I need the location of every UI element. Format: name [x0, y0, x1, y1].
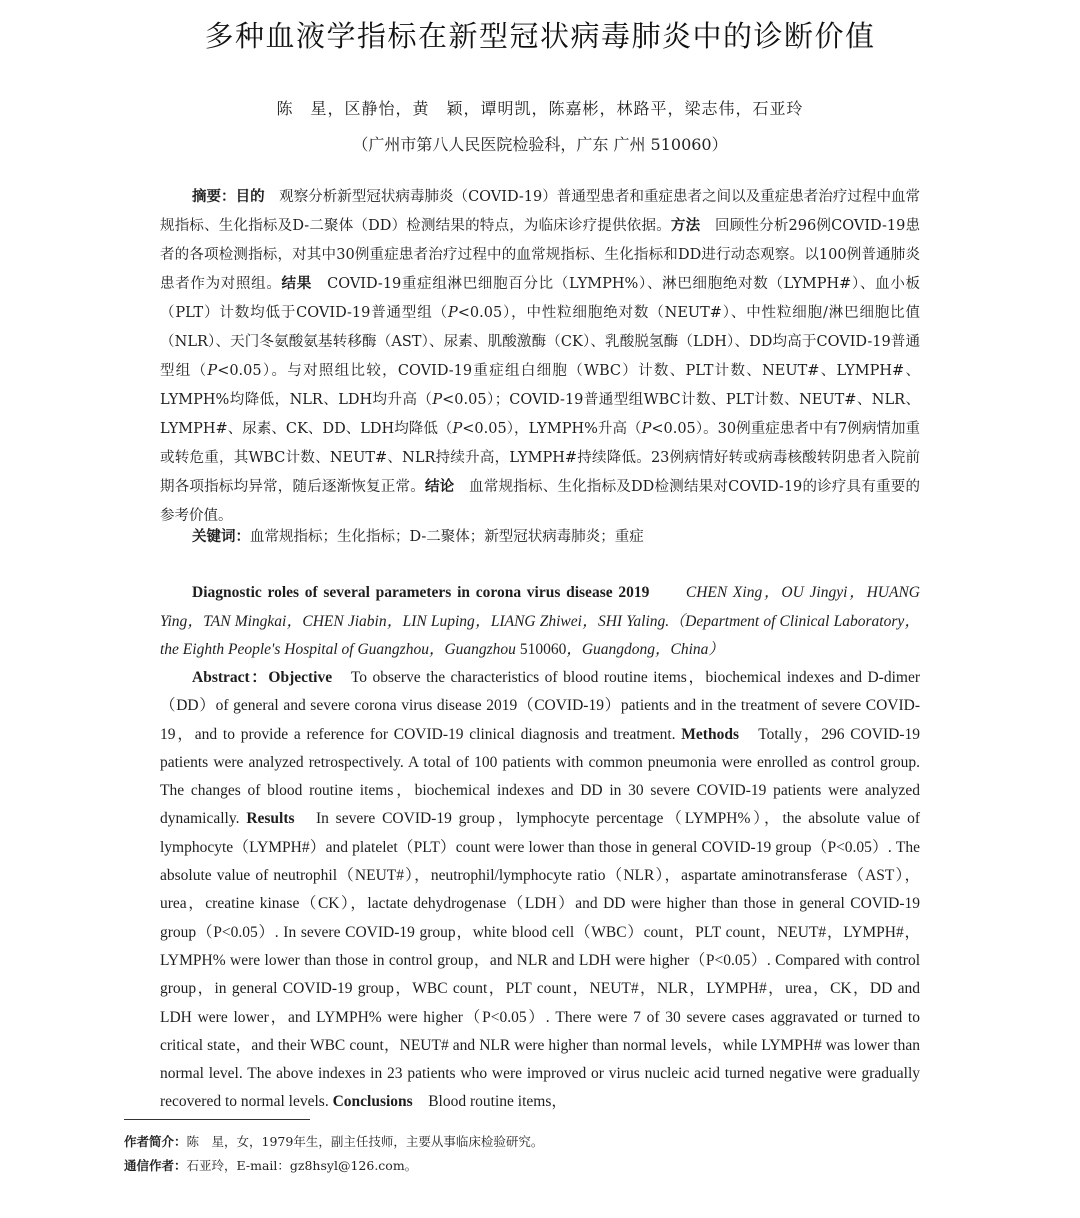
p-value-symbol: P: [452, 421, 463, 437]
conclusion-text: 血常规指标、生化指标及DD检测结果对COVID-19的诊疗具有重要的参考价值。: [160, 479, 921, 524]
methods-label: 方法: [670, 218, 701, 234]
en-conclusions-label: Conclusions: [332, 1093, 413, 1111]
purpose-label: 目的: [235, 189, 265, 205]
objective-text: To observe the characteristics of blood routine items，biochemical indexes and D-dimer（DD）of general and severe corona virus disease 2019（COVID-19）patients and in the treatment of severe COVID-19，and to provide a reference for COVID-19 clinical diagnosis and treatment.: [160, 669, 920, 743]
p-value-symbol: P: [207, 363, 218, 379]
keywords-text: 血常规指标；生化指标；D-二聚体；新型冠状病毒肺炎；重症: [250, 529, 644, 545]
conclusion-label: 结论: [424, 479, 455, 495]
results-label: 结果: [281, 276, 312, 292]
p-value-symbol: P: [447, 305, 458, 321]
purpose-text: 观察分析新型冠状病毒肺炎（COVID-19）普通型患者和重症患者之间以及重症患者治疗过程中血常规指标、生化指标及D-二聚体（DD）检测结果的特点，为临床诊疗提供依据。: [160, 189, 921, 234]
results-text-1: COVID-19重症组淋巴细胞百分比（LYMPH%）、淋巴细胞绝对数（LYMPH#）、血小板（PLT）计数均低于COVID-19普通型组（: [160, 276, 921, 321]
english-affiliation-end: ，Guangdong，China）: [566, 641, 724, 658]
en-results-label: Results: [246, 810, 295, 828]
keywords: [160, 523, 920, 552]
corresponding-label: 通信作者：: [124, 1158, 187, 1173]
english-title: Diagnostic roles of several parameters in corona virus disease 2019: [192, 584, 650, 601]
chinese-abstract: [160, 183, 920, 531]
paper-title: 多种血液学指标在新型冠状病毒肺炎中的诊断价值: [204, 19, 876, 53]
english-header: [160, 579, 920, 665]
english-affiliation: （Department of Clinical Laboratory，the Eighth People's Hospital of Guangzhou，Guangzhou: [160, 612, 920, 658]
en-methods-label: Methods: [681, 725, 739, 743]
en-abstract-label: Abstract：: [192, 669, 269, 686]
footnote-divider: [124, 1119, 310, 1120]
en-methods-text: Totally，296 COVID-19 patients were analyzed retrospectively. A total of 100 patients with common pneumonia were enrolled as control group. The changes of blood routine items，biochemical indexes and DD in 30 severe COVID-19 patients were analyzed dynamically.: [160, 725, 920, 828]
abstract-label: 摘要：: [192, 189, 236, 205]
affiliation: （广州市第八人民医院检验科，广东 广州 510060）: [352, 135, 728, 154]
english-abstract: [160, 664, 920, 1117]
author-list: 陈 星，区静怡，黄 颖，谭明凯，陈嘉彬，林路平，梁志伟，石亚玲: [276, 99, 804, 118]
author-footnote: [124, 1132, 944, 1150]
results-text-3: <0.05）。与对照组比较，COVID-19重症组白细胞（WBC）计数、PLT计数、NEUT#、LYMPH#、LYMPH%均降低，NLR、LDH均升高（: [160, 363, 920, 408]
results-text-6: <0.05）。30例重症患者中有7例病情加重或转危重，其WBC计数、NEUT#、NLR持续升高，LYMPH#持续降低。23例病情好转或病毒核酸转阴患者入院前期各项指标均异常，随后逐渐恢复正常。: [160, 421, 921, 495]
p-value-symbol: P: [641, 421, 652, 437]
methods-text: 回顾性分析296例COVID-19患者的各项检测指标，对其中30例重症患者治疗过程中的血常规指标、生化指标和DD进行动态观察。以100例普通肺炎患者作为对照组。: [160, 218, 920, 292]
keywords-label: 关键词：: [192, 529, 250, 545]
objective-label: Objective: [268, 669, 333, 686]
author-footnote-label: 作者简介：: [124, 1134, 187, 1149]
en-results-text: In severe COVID-19 group，lymphocyte percentage（LYMPH%），the absolute value of lymphocyte（LYMPH#）and platelet（PLT）count were lower than those in general COVID-19 group（P<0.05）. The absolute value of neutrophil（NEUT#），neutrophil/lymphocyte ratio（NLR），aspartate aminotransferase（AST），urea，creatine kinase（CK），lactate dehydrogenase（LDH）and DD were higher than those in general COVID-19 group（P<0.05）. In severe COVID-19 group，white blood cell（WBC）count，PLT count，NEUT#，LYMPH#，LYMPH% were lower than those in control group，and NLR and LDH were higher（P<0.05）. Compared with control group，in general COVID-19 group，WBC count，PLT count，NEUT#，NLR，LYMPH#，urea，CK，DD and LDH were lower，and LYMPH% were higher（P<0.05）. There were 7 of 30 severe cases aggravated or turned to critical state，and their WBC count，NEUT# and NLR were higher than normal levels，while LYMPH# was lower than normal level. The above indexes in 23 patients who were improved or virus nucleic acid turned negative were gradually recovered to normal levels.: [160, 810, 920, 1111]
results-text-5: <0.05），LYMPH%升高（: [462, 421, 642, 437]
p-value-symbol: P: [432, 392, 443, 408]
english-authors: CHEN Xing，OU Jingyi，HUANG Ying，TAN Mingkai，CHEN Jiabin，LIN Luping，LIANG Zhiwei，SHI Yaling.: [160, 584, 920, 630]
corresponding-text: 石亚玲，E-mail：gz8hsyl@126.com。: [186, 1158, 418, 1173]
corresponding-author-footnote: [124, 1156, 944, 1174]
author-footnote-text: 陈 星，女，1979年生，副主任技师，主要从事临床检验研究。: [186, 1134, 544, 1149]
en-conclusions-text: Blood routine items，: [412, 1093, 567, 1111]
results-text-2: <0.05），中性粒细胞绝对数（NEUT#）、中性粒细胞/淋巴细胞比值（NLR）、天门冬氨酸氨基转移酶（AST）、尿素、肌酸激酶（CK）、乳酸脱氢酶（LDH）、DD均高于COVID-19普通型组（: [160, 305, 920, 379]
english-affiliation-zip: 510060: [519, 641, 567, 658]
results-text-4: <0.05）；COVID-19普通型组WBC计数、PLT计数、NEUT#、NLR、LYMPH#、尿素、CK、DD、LDH均降低（: [160, 392, 920, 437]
